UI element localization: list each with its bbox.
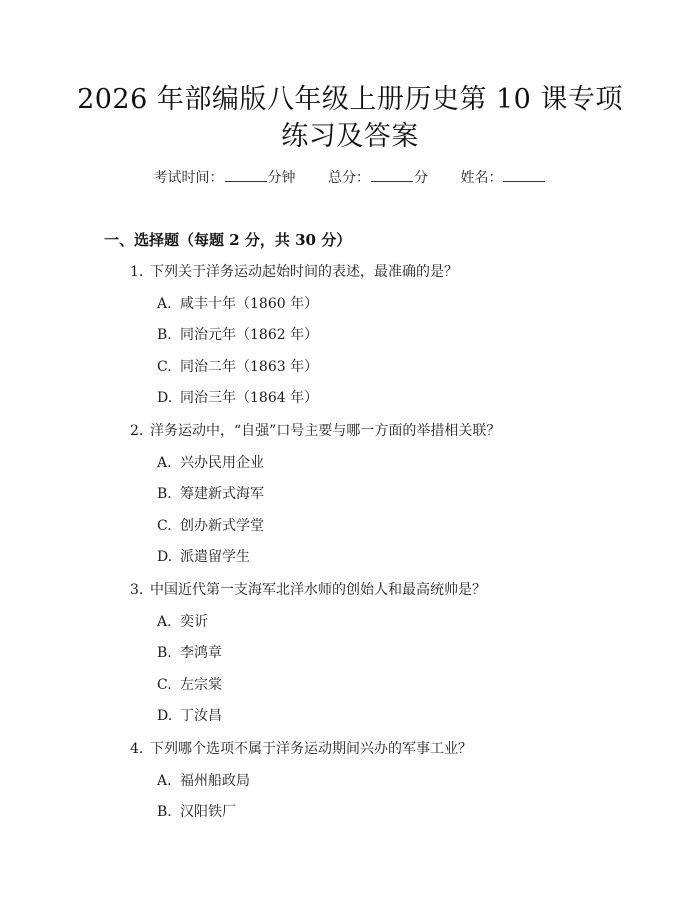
option-letter: A. — [157, 296, 172, 312]
option-text: 奕䜣 — [180, 614, 208, 630]
option-1b — [157, 325, 318, 345]
option-3c — [157, 675, 222, 695]
document-title-line1: 2026 年部编版八年级上册历史第 10 课专项 — [77, 84, 623, 115]
option-letter: C. — [157, 677, 172, 693]
option-text: 同治二年（1863 年） — [180, 359, 319, 375]
option-2c — [157, 516, 264, 536]
option-letter: C. — [157, 518, 172, 534]
option-letter: B. — [157, 486, 172, 502]
option-text: 筹建新式海军 — [180, 486, 264, 502]
exam-time-unit: 分钟 — [267, 170, 296, 186]
option-letter: B. — [157, 645, 172, 661]
question-3 — [130, 580, 486, 600]
question-number: 3. — [130, 582, 144, 598]
option-1c — [157, 357, 318, 377]
option-4b — [157, 802, 236, 822]
exam-name-label: 姓名： — [460, 170, 503, 186]
option-1a — [157, 294, 318, 314]
exam-score-label: 总分： — [328, 170, 370, 186]
option-text: 同治三年（1864 年） — [180, 390, 319, 406]
option-2b — [157, 484, 264, 504]
option-3b — [157, 643, 222, 663]
option-letter: D. — [157, 708, 173, 724]
option-4a — [157, 771, 250, 791]
option-letter: C. — [157, 359, 172, 375]
section-title: 一、选择题（每题 2 分，共 30 分） — [104, 231, 352, 249]
question-text: 下列关于洋务运动起始时间的表述，最准确的是？ — [150, 264, 458, 280]
question-number: 2. — [130, 423, 144, 439]
exam-score — [328, 170, 428, 186]
option-text: 左宗棠 — [180, 677, 222, 693]
question-number: 4. — [130, 741, 144, 757]
option-text: 丁汝昌 — [180, 708, 222, 724]
document-title-line2: 练习及答案 — [281, 121, 419, 152]
option-3d — [157, 706, 222, 726]
question-number: 1. — [130, 264, 144, 280]
option-letter: A. — [157, 773, 172, 789]
option-letter: B. — [157, 327, 172, 343]
exam-time-blank[interactable] — [225, 167, 267, 182]
question-1 — [130, 262, 458, 282]
option-text: 兴办民用企业 — [180, 455, 264, 471]
option-letter: A. — [157, 614, 172, 630]
exam-score-blank[interactable] — [371, 167, 413, 182]
option-text: 咸丰十年（1860 年） — [180, 296, 319, 312]
option-2d — [157, 547, 250, 567]
question-4 — [130, 739, 472, 759]
option-text: 创办新式学堂 — [180, 518, 264, 534]
question-text: 下列哪个选项不属于洋务运动期间兴办的军事工业？ — [150, 741, 472, 757]
exam-name-blank[interactable] — [503, 167, 545, 182]
option-3a — [157, 612, 208, 632]
question-2 — [130, 421, 500, 441]
option-text: 福州船政局 — [180, 773, 250, 789]
exam-time-label: 考试时间： — [153, 170, 224, 186]
option-2a — [157, 453, 264, 473]
option-letter: B. — [157, 804, 172, 820]
option-1d — [157, 388, 318, 408]
option-text: 汉阳铁厂 — [180, 804, 236, 820]
exam-info — [0, 167, 700, 188]
question-text: 洋务运动中，“自强”口号主要与哪一方面的举措相关联？ — [150, 423, 501, 439]
option-text: 同治元年（1862 年） — [180, 327, 319, 343]
option-letter: A. — [157, 455, 172, 471]
exam-time — [154, 170, 296, 186]
option-letter: D. — [157, 549, 173, 565]
exam-score-unit: 分 — [414, 170, 428, 186]
option-letter: D. — [157, 390, 173, 406]
exam-name — [460, 170, 546, 186]
option-text: 派遣留学生 — [180, 549, 250, 565]
option-text: 李鸿章 — [180, 645, 222, 661]
question-text: 中国近代第一支海军北洋水师的创始人和最高统帅是？ — [150, 582, 486, 598]
